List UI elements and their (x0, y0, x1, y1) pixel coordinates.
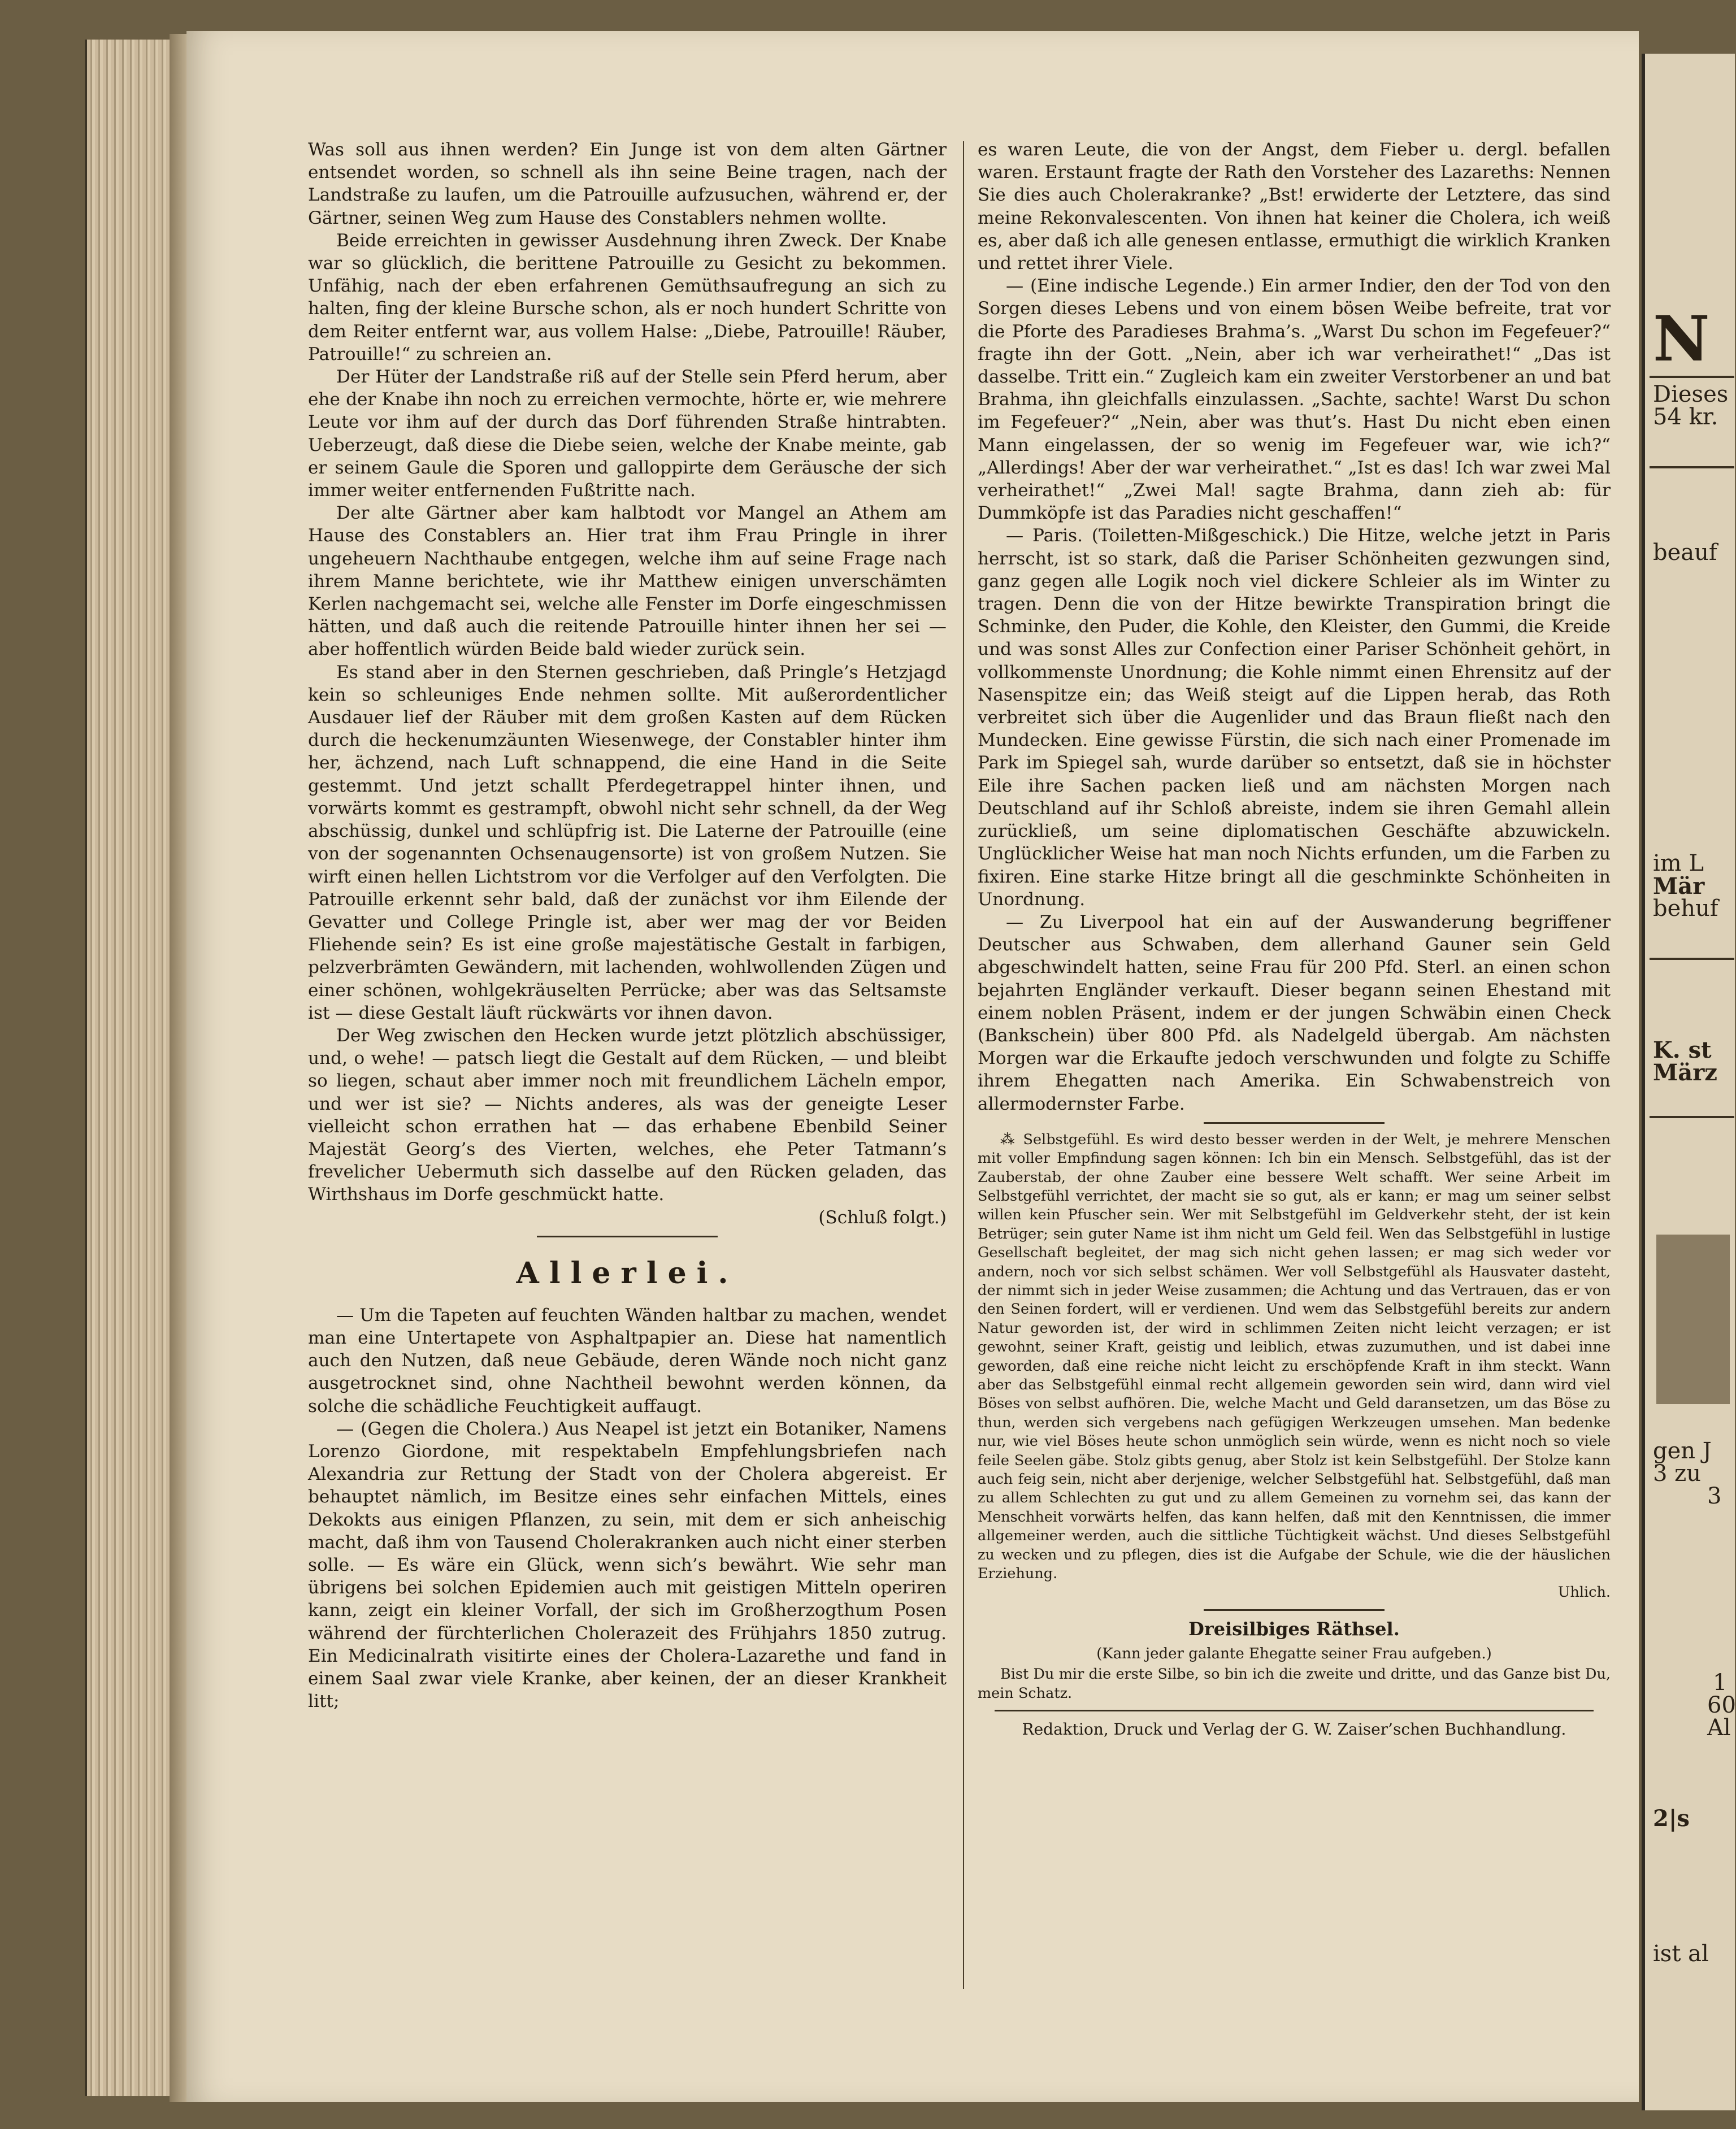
column-divider (963, 141, 964, 1989)
news-item: — Um die Tapeten auf feuchten Wänden haltbar zu machen, wendet man eine Untertapete von Asphaltpapier an. Diese hat namentlich auch den Nutzen, daß neue Gebäude, deren Wände noch nicht ganz ausgetrocknet sind, ohne Nachtheil bewohnt werden können, da solche die schädliche Feuchtigkeit auffaugt. (308, 1305, 947, 1417)
next-page-fragment: N (1653, 302, 1710, 375)
news-item: — Paris. (Toiletten-Mißgeschick.) Die Hitze, welche jetzt in Paris herrscht, ist so stark, daß die Pariser Schönheiten gezwungen sind, ganz gegen alle Logik noch viel dickere Schleier als im Winter zu tragen. Denn die von der Hitze bewirkte Transpiration bringt die Schminke, den Puder, die Kohle, den Kleister, den Gummi, die Kreide und was sonst Alles zur Confection einer Pariser Schönheit gehört, in vollkommenste Unordnung; die Kohle nimmt einen Ehrensitz auf der Nasenspitze ein; das Weiß steigt auf die Lippen herab, das Roth verbreitet sich über die Augenlider und das Braun fließt nach den Mundecken. Eine gewisse Fürstin, die sich nach einer Promenade im Park im Spiegel sah, wurde darüber so entsetzt, daß sie in höchster Eile ihre Sachen packen ließ und am nächsten Morgen nach Deutschland auf ihr Schloß abreiste, indem sie ihren Gemahl allein zurückließ, um seine diplomatischen Geschäfte abzuwickeln. Unglücklicher Weise hat man noch Nichts erfunden, um die Farben zu fixiren. Eine starke Hitze bringt all die geschminkte Schönheiten in Unordnung. (978, 525, 1611, 910)
riddle-body (978, 1665, 1611, 1703)
story-paragraph: Der alte Gärtner aber kam halbtodt vor Mangel an Athem am Hause des Constablers an. Hier trat ihm Frau Pringle in ihrer ungeheuern Nachthaube entgegen, welche ihm auf seine Frage nach ihrem Manne berichtete, wie ihr Matthew einigen unverschämten Kerlen nachgemacht sei, welche alle Fenster im Dorfe eingeschmissen hätten, und daß auch die reitende Patrouille hinter ihnen her sei — aber hoffentlich würden Beide bald wieder zurück sein. (308, 503, 947, 660)
next-page-rule (1650, 1116, 1734, 1118)
next-page-fragment: beauf (1653, 540, 1717, 566)
next-page-fragment: K. st (1653, 1037, 1712, 1063)
next-page-fragment: gen J (1653, 1438, 1712, 1464)
next-page-fragment: Mär (1653, 873, 1705, 900)
imprint-rule (995, 1710, 1594, 1711)
story-paragraph: Beide erreichten in gewisser Ausdehnung ihren Zweck. Der Knabe war so glücklich, die berittene Patrouille zu Gesicht zu bekommen. Unfähig, nach der eben erfahrenen Gemüthsaufregung an sich zu halten, fing der kleine Bursche schon, als er noch hundert Schritte von dem Reiter entfernt war, aus vollem Halse: „Diebe, Patrouille! Räuber, Patrouille!“ zu schreien an. (308, 230, 947, 364)
section-rule (537, 1236, 718, 1237)
riddle-title: Dreisilbiges Räthsel. (1188, 1618, 1400, 1640)
right-column (978, 138, 1611, 1741)
section-rule (1204, 1122, 1385, 1124)
next-page-fragment: 1 (1713, 1670, 1728, 1696)
next-page-fragment: März (1653, 1059, 1717, 1086)
story-paragraph: Der Weg zwischen den Hecken wurde jetzt plötzlich abschüssiger, und, o wehe! — patsch liegt die Gestalt auf dem Rücken, — und bleibt so liegen, schaut aber immer noch mit freundlichem Lächeln empor, und wer ist sie? — Nichts anderes, als was der geneigte Leser vielleicht schon errathen hat — das erhabene Ebenbild Seiner Majestät Georg’s des Vierten, welches, ehe Peter Tatmann’s frevelicher Uebermuth sich dasselbe auf den Rücken geladen, das Wirthshaus im Dorfe geschmückt hatte. (308, 1025, 947, 1205)
next-page-fragment: 2|s (1653, 1805, 1690, 1832)
next-page-rule (1650, 376, 1734, 378)
news-item: es waren Leute, die von der Angst, dem Fieber u. dergl. befallen waren. Erstaunt fragte der Rath den Vorsteher des Lazareths: Nennen Sie dies auch Cholerakranke? „Bst! erwiderte der Letztere, das sind meine Rekonvalescenten. Von ihnen hat keiner die Cholera, ich weiß es, aber daß ich alle genesen entlasse, ermuthigt die wirklich Kranken und rettet ihrer Viele. (978, 140, 1611, 274)
next-page-rule (1650, 958, 1734, 960)
next-page-fragment: behuf (1653, 896, 1718, 922)
next-page-rule (1650, 466, 1734, 468)
book-page-edges (85, 40, 183, 2096)
next-page-fragment: 3 (1707, 1483, 1722, 1509)
next-page-fragment: im L (1653, 850, 1704, 876)
imprint: Redaktion, Druck und Verlag der G. W. Zaiser’schen Buchhandlung. (1022, 1720, 1566, 1739)
story-paragraph: Was soll aus ihnen werden? Ein Junge ist von dem alten Gärtner entsendet worden, so schnell als ihn seine Beine tragen, nach der Landstraße zu laufen, um die Patrouille aufzusuchen, während er, der Gärtner, seinen Weg zum Hause des Constablers nehmen wollte. (308, 140, 947, 228)
story-paragraph: Es stand aber in den Sternen geschrieben, daß Pringle’s Hetzjagd kein so schleuniges Ende nehmen sollte. Mit außerordentlicher Ausdauer lief der Räuber mit dem großen Kasten auf dem Rücken durch die heckenumzäunten Wiesenwege, der Constabler hinter ihm her, ächzend, nach Luft schnappend, die eine Hand in die Seite gestemmt. Und jetzt schallt Pferdegetrappel hinter ihnen, und vorwärts kommt es gestrampft, obwohl nicht sehr schnell, da der Weg abschüssig, dunkel und schlüpfrig ist. Die Laterne der Patrouille (eine von der sogenannten Ochsenaugensorte) ist von großem Nutzen. Sie wirft einen hellen Lichtstrom vor die Verfolger auf den Verfolgten. Die Patrouille erkennt sehr bald, daß der zunächst vor ihm Eilende der Gevatter und College Pringle ist, aber wer mag der vor Beiden Fliehende sein? Es ist eine große majestätische Gestalt in farbigen, pelzverbrämten Gewändern, mit lachenden, wohlwollenden Zügen und einer schönen, wohlgekräuselten Perrücke; aber was das Seltsamste ist — diese Gestalt läuft rückwärts vor ihnen davon. (308, 662, 947, 1023)
next-page-fragment: ist al (1653, 1941, 1709, 1967)
next-page-fragment: 3 zu (1653, 1461, 1701, 1487)
section-heading-allerlei: Allerlei. (516, 1255, 739, 1291)
next-page-illustration (1656, 1235, 1730, 1404)
selbstgefuehl-text: ⁂ Selbstgefühl. Es wird desto besser werden in der Welt, je mehrere Menschen mit voller Empfindung sagen können: Ich bin ein Mensch. Selbstgefühl, das ist der Zauberstab, der ohne Zauber eine bessere Welt schafft. Wer seine Arbeit im Selbstgefühl verrichtet, der macht sie so gut, als er kann; er mag um seiner selbst willen kein Pfuscher sein. Wer mit Selbstgefühl im Geldverkehr steht, der ist kein Betrüger; sein guter Name ist ihm nicht um Geld feil. Wen das Selbstgefühl in lustige Gesellschaft begleitet, der mag sich nicht gehen lassen; er mag sich weder vor andern, noch vor sich selbst schämen. Wer voll Selbstgefühl als Hausvater dasteht, der nimmt sich in jeder Weise zusammen; die Achtung und das Vertrauen, das er von den Seinen fordert, will er verdienen. Und wem das Selbstgefühl bereits zur andern Natur geworden ist, der wird in schlimmen Zeiten nicht leicht verzagen; er ist gewohnt, seiner Kraft, geistig und leiblich, etwas zuzumuthen, und ist dabei inne geworden, daß eine reiche nicht leicht zu erschöpfende Kraft in ihm steckt. Wann aber das Selbstgefühl einmal recht allgemein geworden sein wird, dann wird viel Böses von selbst aufhören. Die, welche Macht und Geld daransetzen, um das Böse zu thun, werden sich vergebens nach gefügigen Werkzeugen umsehen. Man bedenke nur, wie viel Böses heute schon unmöglich sein würde, wenn es nicht noch so viele feile Seelen gäbe. Stolz gibts genug, aber Stolz ist kein Selbstgefühl. Der Stolze kann auch feig sein, nicht aber derjenige, welcher Selbstgefühl hat. Selbstgefühl, daß man zu allem Schlechten zu gut und zu allem Gemeinen zu vornehm sei, das kann der Menschheit vorwärts helfen, das kann helfen, daß mit den Kenntnissen, die immer allgemeiner werden, auch die sittliche Tüchtigkeit wächst. Und dieses Selbstgefühl zu wecken und zu pflegen, dies ist die Aufgabe der Schule, wie die der häuslichen Erziehung. (978, 1131, 1611, 1583)
next-page-fragment: Al (1707, 1715, 1731, 1741)
riddle-text: Bist Du mir die erste Silbe, so bin ich die zweite und dritte, und das Ganze bist Du, mein Schatz. (978, 1666, 1611, 1702)
news-item: — Zu Liverpool hat ein auf der Auswanderung begriffener Deutscher aus Schwaben, dem allerhand Gauner sein Geld abgeschwindelt hatten, seine Frau für 200 Pfd. Sterl. an einen schon bejahrten Engländer verkauft. Dieser begann seinen Ehestand mit einem noblen Präsent, indem er der jungen Schwäbin einen Check (Bankschein) über 800 Pfd. als Nadelgeld übergab. Am nächsten Morgen war die Erkaufte jedoch verschwunden und folgte zu Schiffe ihrem Ehegatten nach Amerika. Ein Schwabenstreich von allermodernster Farbe. (978, 911, 1611, 1114)
selbstgefuehl-article (978, 1131, 1611, 1602)
story-paragraph: Der Hüter der Landstraße riß auf der Stelle sein Pferd herum, aber ehe der Knabe ihn noch zu erreichen vermochte, hörte er, wie mehrere Leute vor ihm auf der durch das Dorf führenden Straße hintrabten. Ueberzeugt, daß diese die Diebe seien, welche der Knabe meinte, gab er seinem Gaule die Sporen und galloppirte dem Geräusche der sich immer weiter entfernenden Fußtritte nach. (308, 367, 947, 501)
adjacent-page-strip (1642, 54, 1735, 2110)
next-page-fragment: Dieses (1653, 381, 1729, 407)
article-author: Uhlich. (1557, 1584, 1611, 1601)
section-rule (1204, 1609, 1385, 1611)
left-column (308, 138, 947, 1713)
news-item: — (Gegen die Cholera.) Aus Neapel ist jetzt ein Botaniker, Namens Lorenzo Giordone, mit respektabeln Empfehlungsbriefen nach Alexandria zur Rettung der Stadt von der Cholera abgereist. Er behauptet nämlich, im Besitze eines sehr einfachen Mittels, eines Dekokts aus einigen Pflanzen, zu sein, mit dem er sich anheischig macht, daß ihm von Tausend Cholerakranken auch nicht einer sterben solle. — Es wäre ein Glück, wenn sich’s bewährt. Wie sehr man übrigens bei solchen Epidemien auch mit geistigen Mitteln operiren kann, zeigt ein kleiner Vorfall, der sich im Großherzogthum Posen während der fürchterlichen Cholerazeit des Frühjahrs 1850 zutrug. Ein Medicinalrath visitirte eines der Cholera-Lazarethe und fand in einem Saal zwar viele Kranke, aber keinen, der an dieser Krankheit litt; (308, 1418, 947, 1712)
news-item: — (Eine indische Legende.) Ein armer Indier, den der Tod von den Sorgen dieses Lebens und von einem bösen Weibe befreite, trat vor die Pforte des Paradieses Brahma’s. „Warst Du schon im Fegefeuer?“ fragte ihn der Gott. „Nein, aber ich war verheirathet!“ „Das ist dasselbe. Tritt ein.“ Zugleich kam ein zweiter Verstorbener an und bat Brahma, ihn gleichfalls einzulassen. „Sachte, sachte! Warst Du schon im Fegefeuer?“ „Nein, aber was thut’s. Hast Du nicht eben einen Mann eingelassen, der so wenig im Fegefeuer war, wie ich?“ „Allerdings! Aber der war verheirathet.“ „Ist es das! Ich war zwei Mal verheirathet!“ „Zwei Mal! sagte Brahma, dann zieh ab: für Dummköpfe ist das Paradies nicht geschaffen!“ (978, 276, 1611, 524)
newspaper-page (186, 31, 1639, 2102)
continuation-note: (Schluß folgt.) (818, 1207, 947, 1228)
next-page-fragment: 54 kr. (1653, 404, 1718, 430)
riddle-subtitle: (Kann jeder galante Ehegatte seiner Frau aufgeben.) (1096, 1645, 1492, 1663)
next-page-fragment: 60 (1707, 1692, 1736, 1718)
